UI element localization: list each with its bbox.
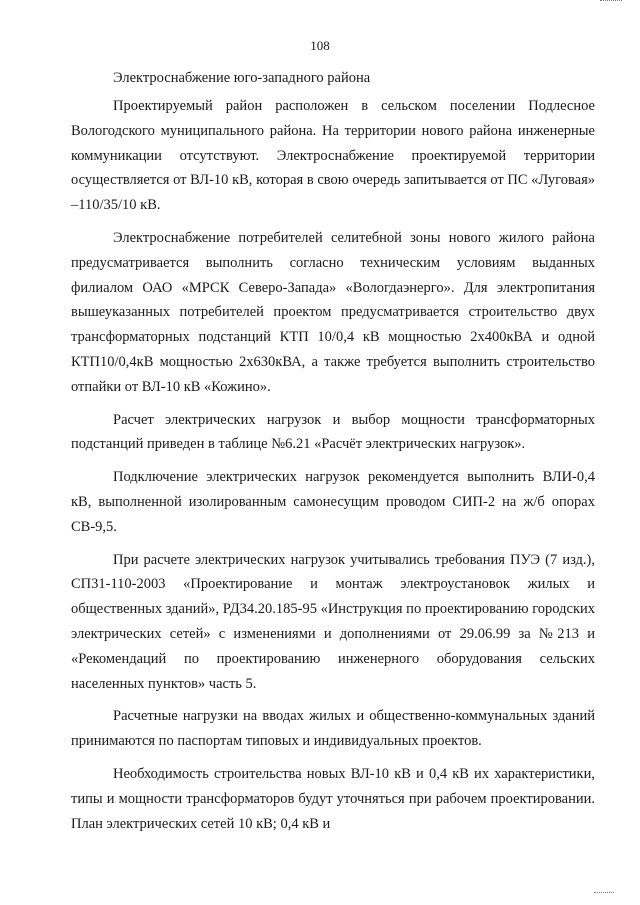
page-body [71,66,595,836]
paragraph-load-calculation: Расчет электрических нагрузок и выбор мощности трансформаторных подстанций приведен в таблице №6.21 «Расчёт электрических нагрузок». [71,411,595,453]
paragraph-connection: Подключение электрических нагрузок рекомендуется выполнить ВЛИ-0,4 кВ, выполненной изолированным самонесущим проводом СИП-2 на ж/б опорах СВ-9,5. [71,469,595,535]
scan-mark-bottom [594,892,614,896]
paragraph-requirements: При расчете электрических нагрузок учитывались требования ПУЭ (7 изд.), СП31-110-2003 «Проектирование и монтаж электроустановок жилых и общественных зданий», РД34.20.185-95 «Инструкция по проектированию городских электрических сетей» с изменениями и дополнениями от 29.06.99 за №213 и «Рекомендаций по проектированию инженерного оборудования сельских населенных пунктов» часть 5. [71,551,595,692]
paragraph-power-supply: Электроснабжение потребителей селитебной зоны нового жилого района предусматривается выполнить согласно техническим условиям выданных филиалом ОАО «МРСК Северо-Запада» «Вологдаэнерго». Для электропитания вышеуказанных потребителей проектом предусматривается строительство двух трансформаторных подстанций КТП 10/0,4 кВ мощностью 2х400кВА и одной КТП10/0,4кВ мощностью 2х630кВА, а также требуется выполнить строительство отпайки от ВЛ-10 кВ «Кожино». [71,229,595,395]
page-number: 108 [310,38,330,53]
section-heading: Электроснабжение юго-западного района [113,70,371,86]
paragraph-location: Проектируемый район расположен в сельском поселении Подлесное Вологодского муниципального района. На территории нового района инженерные коммуникации отсутствуют. Электроснабжение проектируемой территории осуществляется от ВЛ-10 кВ, которая в свою очередь запитывается от ПС «Луговая» –110/35/10 кВ. [71,98,595,214]
paragraph-construction-need: Необходимость строительства новых ВЛ-10 кВ и 0,4 кВ их характеристики, типы и мощности трансформаторов будут уточняться при рабочем проектировании. План электрических сетей 10 кВ; 0,4 кВ и [71,765,595,832]
paragraph-design-loads: Расчетные нагрузки на вводах жилых и общественно-коммунальных зданий принимаются по паспортам типовых и индивидуальных проектов. [71,708,595,750]
scan-mark-top [600,0,622,4]
